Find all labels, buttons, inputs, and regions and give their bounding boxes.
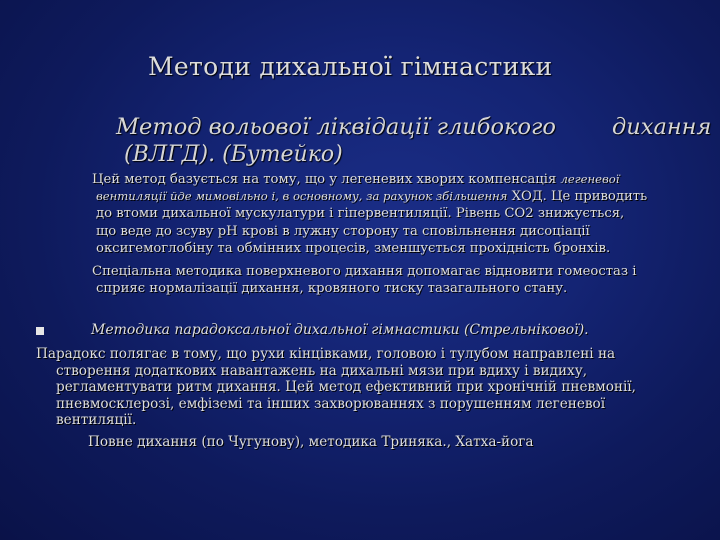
paragraph-text: Цей метод базується на тому, що у легеневих хворих компенсація bbox=[92, 172, 561, 187]
paragraph-line: створення додаткових навантажень на дихальні мязи при вдиху і видиху, bbox=[56, 362, 588, 379]
final-line: Повне дихання (по Чугунову), методика Триняка., Хатха-йога bbox=[88, 434, 534, 450]
paragraph-line: до втоми дихальної мускулатури і гіпервентиляції. Рівень СО2 знижується, bbox=[96, 206, 625, 222]
paragraph-line: оксигемоглобіну та обмінних процесів, зменшується прохідність бронхів. bbox=[96, 240, 611, 256]
paragraph-line bbox=[92, 171, 647, 188]
paragraph-text: ХОД. Це приводить bbox=[507, 189, 648, 205]
paragraph-line: регламентувати ритм дихання. Цей метод ефективний при хронічній пневмонії, bbox=[56, 379, 636, 396]
bullet-text: Методика парадоксальної дихальної гімнастики (Стрельнікової). bbox=[91, 322, 589, 338]
square-bullet-icon bbox=[36, 327, 44, 335]
paragraph-line: Спеціальна методика поверхневого дихання допомагає відновити гомеостаз і bbox=[92, 264, 637, 279]
paragraph-text-italic: вентиляції йде мимовільно і, в основному, за рахунок збільшення bbox=[96, 189, 508, 204]
paragraph-method bbox=[92, 263, 637, 297]
subtitle-line-1: Метод вольової ліквідації глибокого bbox=[116, 114, 556, 140]
paragraph-line: що веде до зсуву рН крові в лужну сторону та сповільнення дисоціації bbox=[96, 223, 590, 239]
paragraph-butejko bbox=[92, 171, 647, 257]
slide-title: Методи дихальної гімнастики bbox=[148, 52, 553, 81]
paragraph-line: сприяє нормалізації дихання, кровяного тиску тазагального стану. bbox=[96, 281, 568, 297]
paragraph-line bbox=[92, 188, 647, 205]
paragraph-line: пневмосклерозі, емфіземі та інших захворюваннях з порушенням легеневої bbox=[56, 395, 606, 412]
subtitle-line-2: (ВЛГД). (Бутейко) bbox=[124, 142, 343, 167]
paragraph-line: Парадокс полягає в тому, що рухи кінцівками, головою і тулубом направлені на bbox=[36, 346, 616, 362]
paragraph-text-italic: легеневої bbox=[560, 172, 620, 186]
subtitle-line-1-right: дихання bbox=[612, 114, 712, 140]
paragraph-paradox bbox=[36, 346, 636, 429]
paragraph-line: вентиляції. bbox=[56, 412, 137, 429]
